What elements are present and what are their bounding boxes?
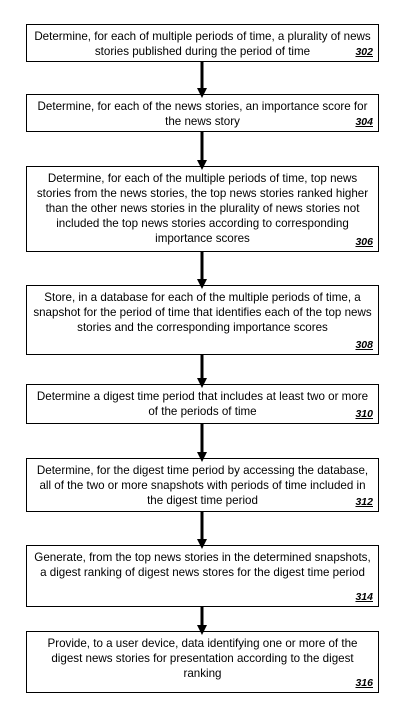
step-308-ref: 308 (355, 339, 373, 351)
step-310-text: Determine a digest time period that includes at least two or more of the periods of time (36, 390, 369, 418)
step-314-text: Generate, from the top news stories in the determined snapshots, a digest ranking of digest news stores for the digest time period (34, 551, 371, 579)
step-302-text: Determine, for each of multiple periods of time, a plurality of news stories published during the period of time (34, 30, 371, 58)
step-316-ref: 316 (355, 677, 373, 689)
step-316-text: Provide, to a user device, data identifying one or more of the digest news stories for presentation according to the digest ranking (47, 637, 358, 680)
step-314-ref: 314 (355, 591, 373, 603)
step-306-text: Determine, for each of the multiple periods of time, top news stories from the news stories, the top news stories ranked higher than the other news stories in the plurality of news stories not included the top news stories according to corresponding importance scores (36, 172, 369, 245)
step-304-text: Determine, for each of the news stories, an importance score for the news story (37, 100, 368, 128)
step-304-ref: 304 (355, 116, 373, 128)
step-312-ref: 312 (355, 496, 373, 508)
step-306-ref: 306 (355, 236, 373, 248)
step-302-ref: 302 (355, 46, 373, 58)
step-308-text: Store, in a database for each of the multiple periods of time, a snapshot for the period of time that identifies each of the top news stories and the corresponding importance scores (33, 291, 372, 334)
step-312-text: Determine, for the digest time period by accessing the database, all of the two or more snapshots with periods of time included in the digest time period (36, 464, 369, 507)
step-310-ref: 310 (355, 408, 373, 420)
